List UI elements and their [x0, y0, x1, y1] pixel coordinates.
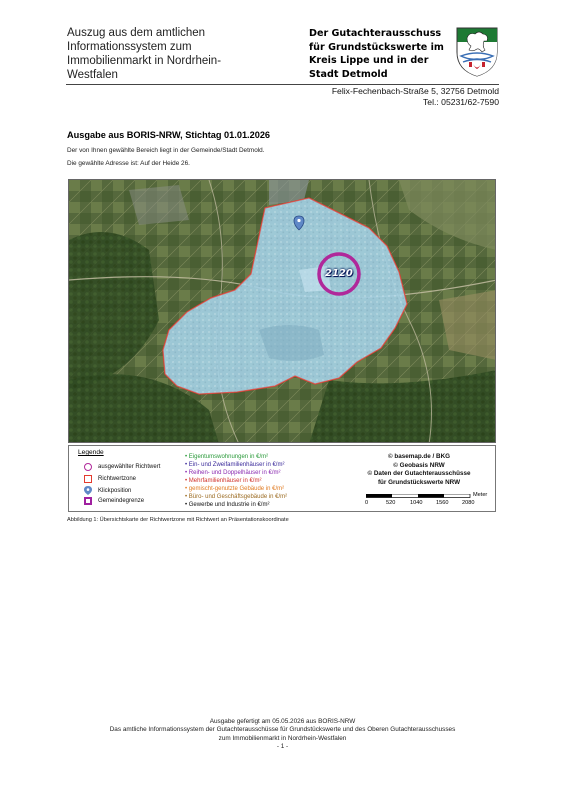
footer-line: Das amtliche Informationssystem der Gutachterausschüsse für Grundstückswerte und des Oberen Gutachterausschusses: [109, 726, 456, 734]
legend-item-municipal-border: [84, 497, 144, 505]
committee-line: Kreis Lippe und in der: [309, 55, 429, 66]
legend-label: Klickposition: [98, 487, 132, 494]
map-pin-icon: [84, 486, 92, 495]
legend-label: Richtwertzone: [98, 476, 137, 482]
page-number: - 1 -: [276, 742, 289, 750]
scale-unit: Meter: [473, 492, 488, 498]
committee-line: für Grundstückswerte im: [309, 41, 444, 53]
category-single-family: • Ein- und Zweifamilienhäuser in €/m²: [185, 462, 285, 468]
copyright-line: © basemap.de / BKG: [387, 453, 451, 460]
address-selected-text: Die gewählte Adresse ist: Auf der Heide 26.: [67, 160, 190, 167]
scale-tick: 1040: [410, 500, 423, 506]
map-legend: [68, 445, 496, 512]
category-office: • Büro- und Geschäftsgebäude in €/m²: [185, 494, 288, 500]
scale-tick: 520: [386, 500, 396, 506]
legend-item-zone: [84, 475, 136, 483]
header-divider: [66, 84, 499, 85]
circle-ring-icon: [84, 463, 92, 471]
page-title: Ausgabe aus BORIS-NRW, Stichtag 01.01.2026: [67, 130, 271, 140]
legend-title: Legende: [78, 449, 104, 456]
figure-caption: Abbildung 1: Übersichtskarte der Richtwertzone mit Richtwert an Präsentationskoordinate: [67, 517, 289, 523]
municipality-text: Der von Ihnen gewählte Bereich liegt in der Gemeinde/Stadt Detmold.: [67, 147, 265, 154]
copyright-line: © Daten der Gutachterausschüsse: [367, 470, 471, 477]
legend-item-click-position: [84, 486, 131, 495]
committee-name: [309, 27, 449, 81]
legend-item-selected-value: [84, 463, 160, 471]
header-left-line: Westfalen: [67, 69, 118, 81]
committee-line: Der Gutachterausschuss: [309, 28, 442, 39]
header-left-line: Informationssystem zum: [67, 41, 192, 53]
category-row-houses: • Reihen- und Doppelhäuser in €/m²: [185, 470, 281, 476]
category-multi-family: • Mehrfamilienhäuser in €/m²: [185, 478, 262, 484]
legend-label: ausgewählter Richtwert: [98, 464, 161, 470]
overview-map[interactable]: [68, 179, 496, 443]
purple-square-icon: [84, 497, 92, 505]
address-text: Felix-Fechenbach-Straße 5, 32756 Detmold: [331, 86, 499, 96]
header-left-line: Auszug aus dem amtlichen: [67, 27, 206, 39]
scale-tick: 2080: [462, 500, 475, 506]
copyright-line: © Geobasis NRW: [393, 461, 445, 469]
header-left-line: Immobilienmarkt in Nordrhein-: [67, 55, 222, 67]
category-industry: • Gewerbe und Industrie in €/m²: [185, 502, 270, 508]
scale-bar: [366, 494, 506, 508]
page-footer: [0, 718, 565, 751]
red-square-icon: [84, 475, 92, 483]
legend-label: Gemeindegrenze: [98, 498, 145, 504]
copyright-block: [349, 453, 489, 487]
committee-line: Stadt Detmold: [309, 68, 388, 80]
category-mixed-use: • gemischt-genutzte Gebäude in €/m²: [185, 486, 285, 492]
scale-tick: 0: [365, 500, 369, 506]
contact-block: [332, 86, 499, 108]
copyright-line: für Grundstückswerte NRW: [377, 478, 461, 486]
nrw-coat-of-arms-icon: [455, 26, 499, 78]
footer-line: zum Immobilienmarkt in Nordrhein-Westfalen: [218, 734, 347, 742]
category-condominiums: • Eigentumswohnungen in €/m²: [185, 454, 269, 460]
phone-text: Tel.: 05231/62-7590: [423, 97, 499, 107]
footer-line: Ausgabe gefertigt am 05.05.2026 aus BORIS-NRW: [209, 718, 356, 725]
map-canvas: [69, 180, 496, 443]
land-value-label: 2120: [325, 268, 353, 279]
header-left-text: [67, 26, 267, 82]
scale-tick: 1560: [436, 500, 449, 506]
